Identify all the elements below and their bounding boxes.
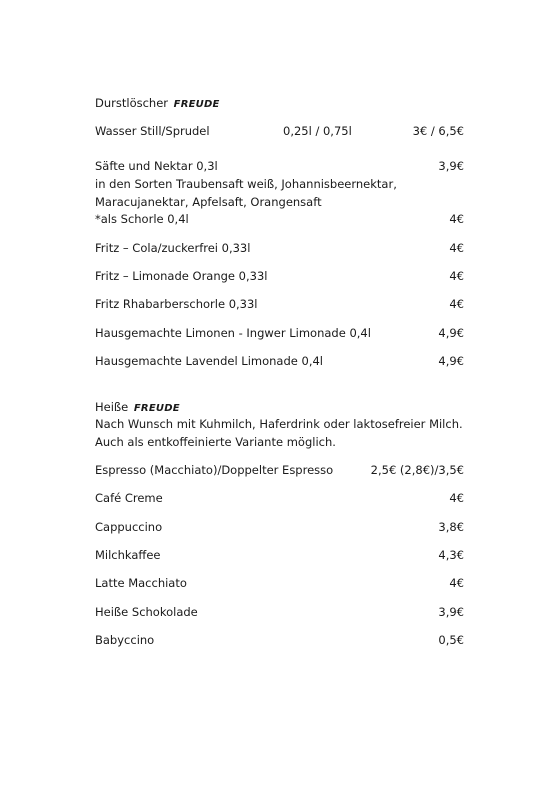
item-name: Hausgemachte Lavendel Limonade 0,4l xyxy=(95,354,323,368)
item-name: Milchkaffee xyxy=(95,548,161,562)
item-name: Hausgemachte Limonen - Ingwer Limonade 0,4l xyxy=(95,326,371,340)
item-price: 4€ xyxy=(449,297,464,311)
menu-item-wasser xyxy=(95,123,464,139)
item-name: Fritz – Cola/zuckerfrei 0,33l xyxy=(95,241,251,255)
decaf-note: Auch als entkoffeinierte Variante möglich. xyxy=(95,435,336,449)
item-price: 0,5€ xyxy=(438,633,464,647)
item-name: Heiße Schokolade xyxy=(95,605,198,619)
freude-brand-logo: FREUDE xyxy=(173,99,220,110)
item-price: 4€ xyxy=(449,269,464,283)
item-price: 2,5€ (2,8€)/3,5€ xyxy=(370,463,464,477)
menu-item-cafe-creme xyxy=(95,490,464,506)
item-price: 4,9€ xyxy=(438,354,464,368)
menu-item-schorle xyxy=(95,211,464,227)
item-price: 3€ / 6,5€ xyxy=(412,124,464,138)
menu-item-saefte xyxy=(95,158,464,174)
item-price: 4€ xyxy=(449,212,464,226)
item-price: 3,9€ xyxy=(438,159,464,173)
menu-item-heisse-schokolade xyxy=(95,604,464,620)
section-title-heisse xyxy=(95,400,180,414)
item-price: 4€ xyxy=(449,241,464,255)
menu-item-fritz-limonade xyxy=(95,268,464,284)
juice-varieties-line-2: Maracujanektar, Apfelsaft, Orangensaft xyxy=(95,195,322,209)
item-name: Fritz – Limonade Orange 0,33l xyxy=(95,269,268,283)
item-name: Café Creme xyxy=(95,491,163,505)
menu-item-espresso xyxy=(95,462,464,478)
item-price: 4€ xyxy=(449,491,464,505)
menu-item-lavendel xyxy=(95,353,464,369)
item-size: 0,25l / 0,75l xyxy=(283,124,352,138)
menu-item-babyccino xyxy=(95,632,464,648)
menu-item-milchkaffee xyxy=(95,547,464,563)
section-title-text: Heiße xyxy=(95,400,129,414)
item-name: Latte Macchiato xyxy=(95,576,187,590)
item-name: Fritz Rhabarberschorle 0,33l xyxy=(95,297,258,311)
menu-item-latte-macchiato xyxy=(95,575,464,591)
item-price: 4,9€ xyxy=(438,326,464,340)
menu-item-fritz-rhabarber xyxy=(95,296,464,312)
item-price: 4,3€ xyxy=(438,548,464,562)
section-title-durstloescher xyxy=(95,96,220,110)
item-name: Espresso (Macchiato)/Doppelter Espresso xyxy=(95,463,334,477)
item-price: 3,9€ xyxy=(438,605,464,619)
item-name: *als Schorle 0,4l xyxy=(95,212,189,226)
item-price: 3,8€ xyxy=(438,520,464,534)
item-name: Babyccino xyxy=(95,633,155,647)
menu-item-fritz-cola xyxy=(95,240,464,256)
menu-item-limonen-ingwer xyxy=(95,325,464,341)
item-name: Cappuccino xyxy=(95,520,163,534)
section-title-text: Durstlöscher xyxy=(95,96,169,110)
item-price: 4€ xyxy=(449,576,464,590)
item-name: Säfte und Nektar 0,3l xyxy=(95,159,218,173)
freude-brand-logo: FREUDE xyxy=(133,403,180,414)
milk-options-note: Nach Wunsch mit Kuhmilch, Haferdrink oder laktosefreier Milch. xyxy=(95,417,463,431)
juice-varieties-line-1: in den Sorten Traubensaft weiß, Johannisbeernektar, xyxy=(95,177,397,191)
item-name: Wasser Still/Sprudel xyxy=(95,124,210,138)
menu-item-cappuccino xyxy=(95,519,464,535)
